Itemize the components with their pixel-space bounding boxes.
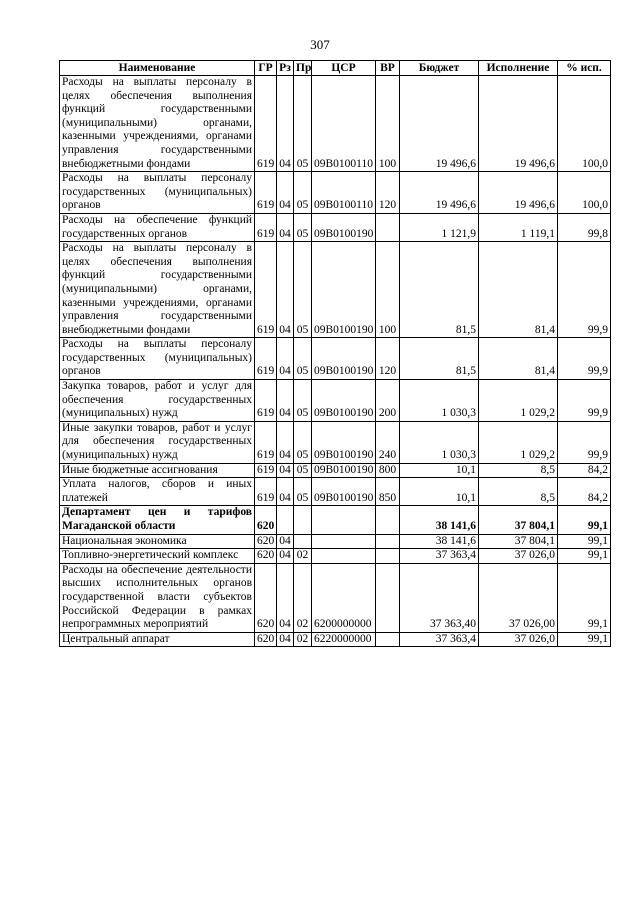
row-execution: 37 804,1 [479,506,558,534]
row-name: Расходы на обеспечение функций государственных органов [60,213,255,241]
row-execution: 8,5 [479,463,558,478]
row-vr: 850 [376,478,400,506]
row-budget: 37 363,40 [400,563,479,632]
row-budget: 38 141,6 [400,534,479,549]
table-row [60,338,611,380]
row-percent: 99,9 [558,380,611,422]
row-rz: 04 [277,534,294,549]
row-gr: 619 [255,338,277,380]
row-gr: 620 [255,534,277,549]
row-csr [312,534,376,549]
row-execution: 37 026,0 [479,632,558,647]
table-row [60,213,611,241]
row-rz: 04 [277,172,294,214]
row-csr: 09В0100190 [312,380,376,422]
row-csr [312,549,376,564]
row-budget: 19 496,6 [400,172,479,214]
table-row [60,506,611,534]
row-name: Иные закупки товаров, работ и услуг для обеспечения государственных (муниципальных) нужд [60,421,255,463]
row-csr: 09В0100190 [312,338,376,380]
row-name: Расходы на выплаты персоналу государственных (муниципальных) органов [60,172,255,214]
row-rz: 04 [277,421,294,463]
table-row [60,632,611,647]
row-vr [376,213,400,241]
header-vr: ВР [376,61,400,76]
row-gr: 619 [255,463,277,478]
row-name: Департамент цен и тарифов Магаданской области [60,506,255,534]
row-gr: 619 [255,421,277,463]
row-percent: 99,1 [558,563,611,632]
row-percent: 84,2 [558,463,611,478]
row-budget: 1 121,9 [400,213,479,241]
row-gr: 619 [255,172,277,214]
row-name: Центральный аппарат [60,632,255,647]
row-name: Иные бюджетные ассигнования [60,463,255,478]
row-csr: 6200000000 [312,563,376,632]
row-execution: 81,4 [479,242,558,338]
row-csr: 09В0100190 [312,242,376,338]
table-row [60,463,611,478]
row-vr [376,632,400,647]
row-rz: 04 [277,463,294,478]
row-pr: 05 [294,463,312,478]
header-budget: Бюджет [400,61,479,76]
row-execution: 1 029,2 [479,421,558,463]
table-body [60,76,611,647]
row-execution: 19 496,6 [479,76,558,172]
row-csr: 09В0100190 [312,478,376,506]
row-name: Топливно-энергетический комплекс [60,549,255,564]
row-budget: 1 030,3 [400,380,479,422]
page-number: 307 [310,37,330,52]
table-row [60,534,611,549]
row-csr: 09В0100190 [312,213,376,241]
row-budget: 38 141,6 [400,506,479,534]
row-vr: 240 [376,421,400,463]
row-rz: 04 [277,632,294,647]
row-budget: 19 496,6 [400,76,479,172]
row-csr: 09В0100190 [312,421,376,463]
row-rz: 04 [277,242,294,338]
row-csr: 09В0100190 [312,463,376,478]
row-name: Расходы на выплаты персоналу в целях обеспечения выполнения функций государственными (муниципальными) органами, казенными учреждениями, органами управления государственными внебюджетными фондами [60,242,255,338]
row-name: Национальная экономика [60,534,255,549]
row-vr: 120 [376,338,400,380]
row-pr: 05 [294,421,312,463]
row-name: Расходы на выплаты персоналу в целях обеспечения выполнения функций государственными (муниципальными) органами, казенными учреждениями, органами управления государственными внебюджетными фондами [60,76,255,172]
row-csr: 09В0100110 [312,76,376,172]
row-vr [376,506,400,534]
row-vr [376,534,400,549]
row-execution: 19 496,6 [479,172,558,214]
row-pr: 05 [294,172,312,214]
row-csr: 09В0100110 [312,172,376,214]
row-percent: 99,8 [558,213,611,241]
row-gr: 620 [255,563,277,632]
row-budget: 1 030,3 [400,421,479,463]
header-rz: Рз [277,61,294,76]
row-budget: 10,1 [400,478,479,506]
row-pr: 05 [294,380,312,422]
header-gr: ГР [255,61,277,76]
row-pr: 05 [294,338,312,380]
row-budget: 10,1 [400,463,479,478]
row-execution: 37 804,1 [479,534,558,549]
row-pr: 05 [294,242,312,338]
table-row [60,172,611,214]
row-rz: 04 [277,213,294,241]
table-row [60,478,611,506]
row-gr: 619 [255,76,277,172]
row-percent: 99,1 [558,534,611,549]
row-execution: 37 026,0 [479,549,558,564]
row-pr: 02 [294,549,312,564]
row-vr [376,549,400,564]
row-budget: 37 363,4 [400,549,479,564]
row-execution: 8,5 [479,478,558,506]
row-rz: 04 [277,76,294,172]
row-pr: 05 [294,213,312,241]
row-vr: 200 [376,380,400,422]
row-percent: 100,0 [558,76,611,172]
row-vr: 120 [376,172,400,214]
row-vr: 100 [376,242,400,338]
row-gr: 619 [255,478,277,506]
row-name: Закупка товаров, работ и услуг для обеспечения государственных (муниципальных) нужд [60,380,255,422]
row-gr: 620 [255,506,277,534]
row-gr: 620 [255,549,277,564]
row-percent: 99,1 [558,549,611,564]
row-execution: 37 026,00 [479,563,558,632]
row-rz: 04 [277,338,294,380]
row-budget: 37 363,4 [400,632,479,647]
table-row [60,242,611,338]
row-percent: 99,9 [558,242,611,338]
row-pr [294,534,312,549]
row-percent: 100,0 [558,172,611,214]
budget-execution-table [59,60,611,647]
row-budget: 81,5 [400,242,479,338]
table-row [60,76,611,172]
row-pr [294,506,312,534]
row-pr: 05 [294,478,312,506]
row-vr [376,563,400,632]
table-row [60,563,611,632]
row-percent: 99,9 [558,338,611,380]
table-row [60,421,611,463]
row-csr: 6220000000 [312,632,376,647]
header-name: Наименование [60,61,255,76]
row-gr: 619 [255,242,277,338]
row-rz: 04 [277,563,294,632]
row-rz: 04 [277,478,294,506]
header-row [60,61,611,76]
table-row [60,549,611,564]
row-rz: 04 [277,380,294,422]
row-name: Расходы на обеспечение деятельности высших исполнительных органов государственной власти субъектов Российской Федерации в рамках непрограммных мероприятий [60,563,255,632]
row-gr: 619 [255,380,277,422]
table-row [60,380,611,422]
row-gr: 620 [255,632,277,647]
row-vr: 800 [376,463,400,478]
row-pr: 02 [294,632,312,647]
row-execution: 1 119,1 [479,213,558,241]
row-execution: 81,4 [479,338,558,380]
header-execution: Исполнение [479,61,558,76]
row-percent: 99,1 [558,632,611,647]
row-pr: 02 [294,563,312,632]
header-percent: % исп. [558,61,611,76]
row-percent: 84,2 [558,478,611,506]
row-vr: 100 [376,76,400,172]
row-rz: 04 [277,549,294,564]
row-rz [277,506,294,534]
row-budget: 81,5 [400,338,479,380]
header-csr: ЦСР [312,61,376,76]
header-pr: Пр [294,61,312,76]
row-execution: 1 029,2 [479,380,558,422]
row-percent: 99,9 [558,421,611,463]
row-gr: 619 [255,213,277,241]
row-name: Уплата налогов, сборов и иных платежей [60,478,255,506]
row-percent: 99,1 [558,506,611,534]
row-csr [312,506,376,534]
row-name: Расходы на выплаты персоналу государственных (муниципальных) органов [60,338,255,380]
row-pr: 05 [294,76,312,172]
